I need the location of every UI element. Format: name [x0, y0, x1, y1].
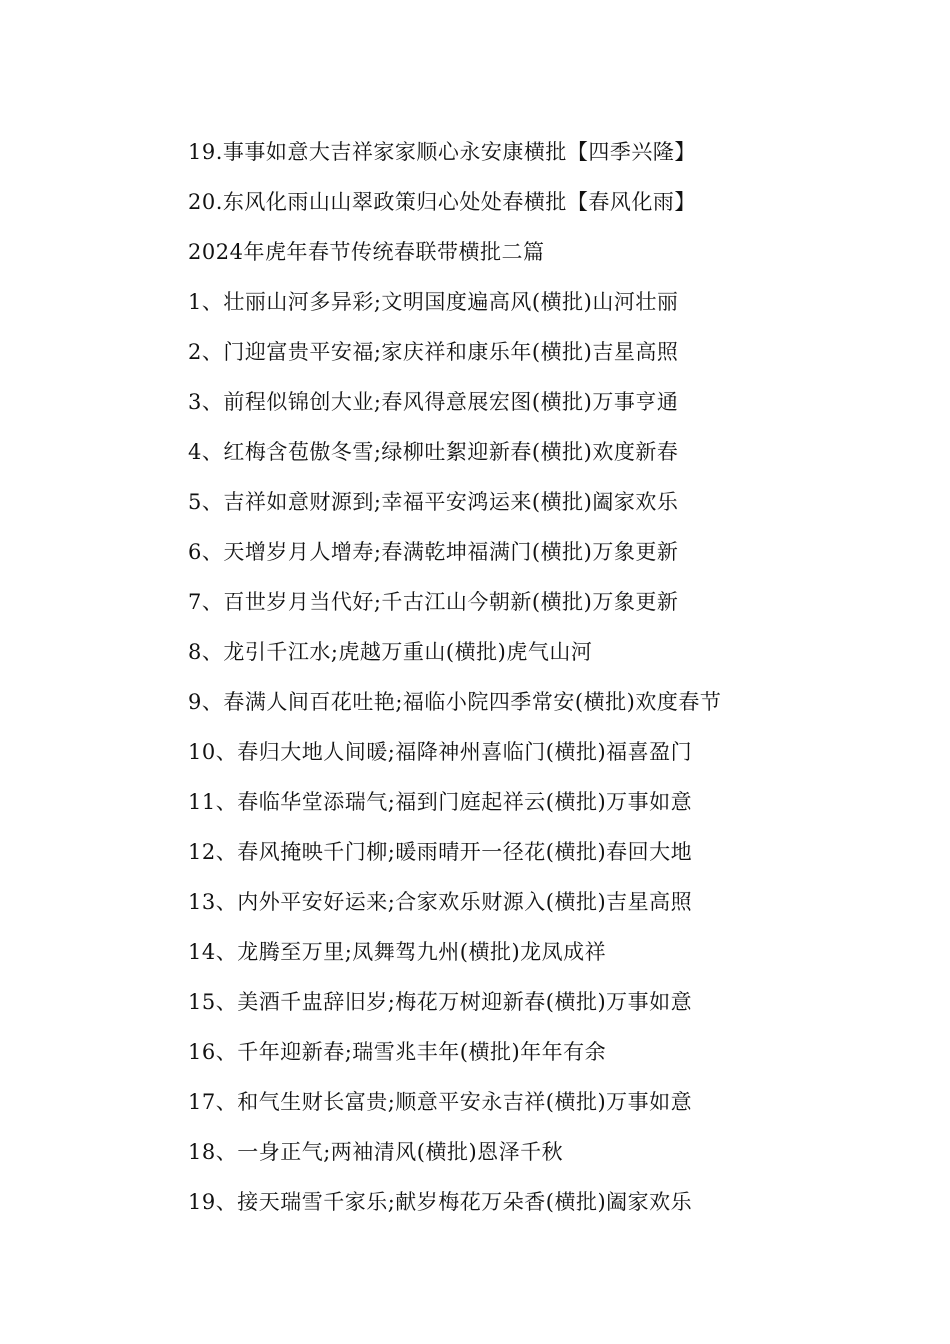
text-line-couplet-16: 16、千年迎新春;瑞雪兆丰年(横批)年年有余	[188, 1040, 607, 1064]
text-line-couplet-1: 1、壮丽山河多异彩;文明国度遍高风(横批)山河壮丽	[188, 290, 679, 314]
text-line-couplet-17: 17、和气生财长富贵;顺意平安永吉祥(横批)万事如意	[188, 1090, 693, 1114]
section-heading: 2024年虎年春节传统春联带横批二篇	[188, 240, 545, 264]
text-line-couplet-20-top: 20.东风化雨山山翠政策归心处处春横批【春风化雨】	[188, 190, 696, 214]
text-line-couplet-7: 7、百世岁月当代好;千古江山今朝新(横批)万象更新	[188, 590, 679, 614]
text-line-couplet-2: 2、门迎富贵平安福;家庆祥和康乐年(横批)吉星高照	[188, 340, 679, 364]
document-body	[188, 132, 908, 1232]
text-line-couplet-9: 9、春满人间百花吐艳;福临小院四季常安(横批)欢度春节	[188, 690, 722, 714]
text-line-couplet-19: 19、接天瑞雪千家乐;献岁梅花万朵香(横批)阖家欢乐	[188, 1190, 693, 1214]
text-line-couplet-10: 10、春归大地人间暖;福降神州喜临门(横批)福喜盈门	[188, 740, 693, 764]
text-line-couplet-13: 13、内外平安好运来;合家欢乐财源入(横批)吉星高照	[188, 890, 693, 914]
text-line-couplet-4: 4、红梅含苞傲冬雪;绿柳吐絮迎新春(横批)欢度新春	[188, 440, 679, 464]
text-line-couplet-14: 14、龙腾至万里;凤舞驾九州(横批)龙凤成祥	[188, 940, 607, 964]
text-line-couplet-18: 18、一身正气;两袖清风(横批)恩泽千秋	[188, 1140, 564, 1164]
text-line-couplet-6: 6、天增岁月人增寿;春满乾坤福满门(横批)万象更新	[188, 540, 679, 564]
text-line-couplet-3: 3、前程似锦创大业;春风得意展宏图(横批)万事亨通	[188, 390, 679, 414]
text-line-couplet-5: 5、吉祥如意财源到;幸福平安鸿运来(横批)阖家欢乐	[188, 490, 679, 514]
text-line-couplet-19-top: 19.事事如意大吉祥家家顺心永安康横批【四季兴隆】	[188, 140, 696, 164]
text-line-couplet-8: 8、龙引千江水;虎越万重山(横批)虎气山河	[188, 640, 593, 664]
text-line-couplet-15: 15、美酒千盅辞旧岁;梅花万树迎新春(横批)万事如意	[188, 990, 693, 1014]
text-line-couplet-11: 11、春临华堂添瑞气;福到门庭起祥云(横批)万事如意	[188, 790, 693, 814]
text-line-couplet-12: 12、春风掩映千门柳;暖雨晴开一径花(横批)春回大地	[188, 840, 693, 864]
